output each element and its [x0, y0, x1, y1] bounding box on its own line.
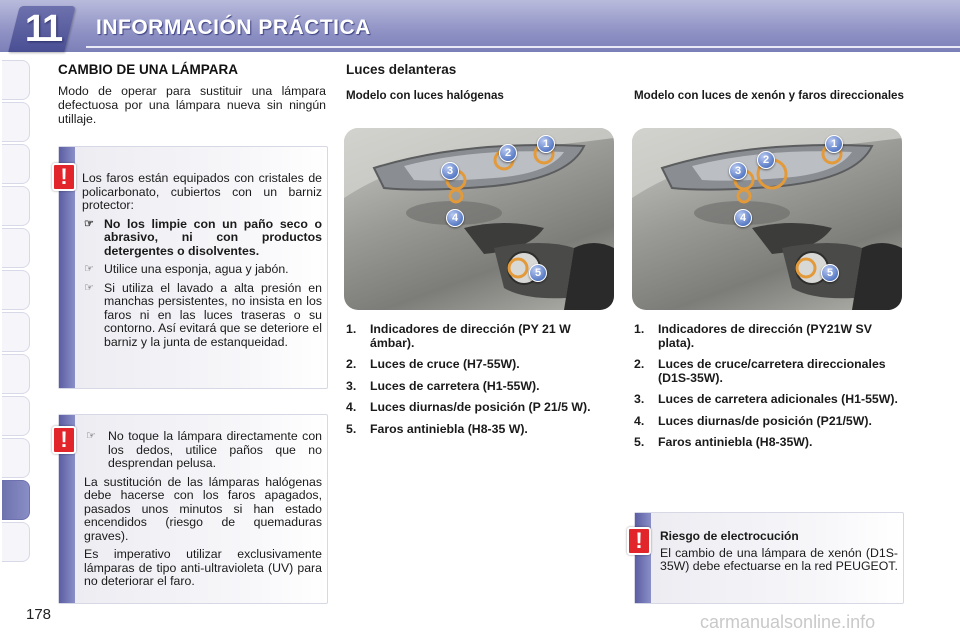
- list-item: [634, 323, 900, 350]
- callout-marker-1: 1: [825, 135, 843, 153]
- halogen-headlight-photo: [344, 128, 614, 310]
- bulb-handling-text: [84, 430, 322, 594]
- pointer-icon: ☞: [84, 281, 94, 294]
- item-text: Luces de carretera (H1-55W).: [370, 378, 540, 393]
- list-item: [82, 218, 322, 259]
- item-number: 4.: [346, 400, 357, 414]
- list-item-text: Si utiliza el lavado a alta presión en manchas persistentes, no insista en los faros ni en las luces traseras o su contorno. Así evitará que se deteriore el barniz y la junta de estanqueidad.: [104, 280, 322, 349]
- list-item: [346, 401, 608, 415]
- page-title: INFORMACIÓN PRÁCTICA: [96, 16, 371, 39]
- list-item: [82, 282, 322, 350]
- halogen-replacement-note: La sustitución de las lámparas halógenas debe hacerse con los faros apagados, pasados unos minutos si han estado encendidos (riesgo de quemaduras graves).: [84, 474, 322, 543]
- item-text: Indicadores de dirección (PY 21 W ámbar).: [370, 322, 571, 350]
- callout-marker-3: 3: [441, 162, 459, 180]
- index-tab[interactable]: [2, 228, 30, 268]
- index-tab[interactable]: [2, 186, 30, 226]
- item-number: 5.: [634, 435, 645, 449]
- item-text: Luces diurnas/de posición (P21/5W).: [658, 413, 872, 428]
- index-tab[interactable]: [2, 354, 30, 394]
- index-tab[interactable]: [2, 144, 30, 184]
- list-item: [346, 423, 608, 437]
- index-tab[interactable]: [2, 270, 30, 310]
- index-tab[interactable]: [2, 396, 30, 436]
- item-text: Luces de carretera adicionales (H1-55W).: [658, 392, 898, 406]
- page-number: 178: [26, 606, 52, 623]
- item-text: Faros antiniebla (H8-35W).: [658, 435, 813, 449]
- index-tab[interactable]: [2, 438, 30, 478]
- warning-exclamation-icon: !: [52, 426, 76, 454]
- callout-marker-2: 2: [499, 144, 517, 162]
- electrocution-warning-text: [660, 530, 898, 579]
- index-tab[interactable]: [2, 522, 30, 562]
- item-number: 1.: [634, 322, 645, 336]
- item-text: Faros antiniebla (H8-35 W).: [370, 421, 528, 436]
- uv-lamp-note: Es imperativo utilizar exclusivamente lámparas de tipo anti-ultravioleta (UV) para no deteriorar el faro.: [84, 547, 322, 588]
- list-item: [346, 323, 608, 350]
- callout-marker-1: 1: [537, 135, 555, 153]
- warning-exclamation-icon: !: [52, 163, 76, 191]
- list-item-text: No los limpie con un paño seco o abrasivo, ni con productos detergentes o disolventes.: [104, 216, 322, 258]
- item-number: 3.: [634, 392, 645, 406]
- index-tab[interactable]: [2, 312, 30, 352]
- callout-marker-3: 3: [729, 162, 747, 180]
- chapter-number: 11: [24, 8, 62, 50]
- item-number: 2.: [346, 357, 357, 371]
- pointer-icon: ☞: [84, 217, 94, 230]
- warning-exclamation-icon: !: [627, 527, 651, 555]
- list-item: [346, 380, 608, 394]
- halogen-model-title: Modelo con luces halógenas: [346, 89, 504, 102]
- front-lights-heading: Luces delanteras: [346, 62, 457, 77]
- pointer-icon: ☞: [86, 430, 96, 442]
- item-number: 1.: [346, 322, 357, 336]
- list-item: [634, 393, 900, 407]
- index-tab[interactable]: [2, 60, 30, 100]
- index-tab[interactable]: [2, 102, 30, 142]
- pointer-icon: ☞: [84, 263, 94, 275]
- item-text: Luces de cruce (H7-55W).: [370, 357, 520, 371]
- item-number: 2.: [634, 357, 645, 371]
- callout-marker-4: 4: [734, 209, 752, 227]
- item-text: Luces diurnas/de posición (P 21/5 W).: [370, 400, 591, 414]
- xenon-bulb-list: [634, 323, 900, 458]
- list-item: [634, 358, 900, 385]
- list-item-text: Utilice una esponja, agua y jabón.: [104, 262, 289, 276]
- list-item: [84, 430, 322, 471]
- intro-paragraph: Modo de operar para sustituir una lámpara defectuosa por una lámpara nueva sin ningún utillaje.: [58, 84, 326, 126]
- watermark: carmanualsonline.info: [700, 612, 876, 632]
- xenon-model-title: Modelo con luces de xenón y faros direccionales: [634, 89, 904, 102]
- item-text: Indicadores de dirección (PY21W SV plata).: [658, 322, 872, 350]
- header-divider: [86, 46, 960, 48]
- callout-marker-5: 5: [529, 264, 547, 282]
- callout-marker-4: 4: [446, 209, 464, 227]
- index-tab-active[interactable]: [2, 480, 30, 520]
- section-title: CAMBIO DE UNA LÁMPARA: [58, 62, 238, 77]
- callout-marker-2: 2: [757, 151, 775, 169]
- item-number: 4.: [634, 413, 645, 428]
- care-notice-intro: Los faros están equipados con cristales de policarbonato, cubiertos con un barniz protector:: [82, 171, 322, 212]
- callout-marker-5: 5: [821, 264, 839, 282]
- care-notice-text: [82, 172, 322, 354]
- chapter-index-tabs: [0, 60, 36, 580]
- item-number: 5.: [346, 421, 357, 436]
- list-item-text: No toque la lámpara directamente con los dedos, utilice paños que no desprendan pelusa.: [108, 429, 322, 470]
- item-text: Luces de cruce/carretera direccionales (D1S-35W).: [658, 357, 886, 385]
- warning-body: El cambio de una lámpara de xenón (D1S-35W) debe efectuarse en la red PEUGEOT.: [660, 545, 898, 573]
- halogen-bulb-list: [346, 323, 608, 444]
- list-item: [634, 436, 900, 450]
- list-item: [82, 263, 322, 277]
- warning-title: Riesgo de electrocución: [660, 529, 799, 543]
- list-item: [346, 358, 608, 372]
- item-number: 3.: [346, 378, 357, 393]
- list-item: [634, 415, 900, 429]
